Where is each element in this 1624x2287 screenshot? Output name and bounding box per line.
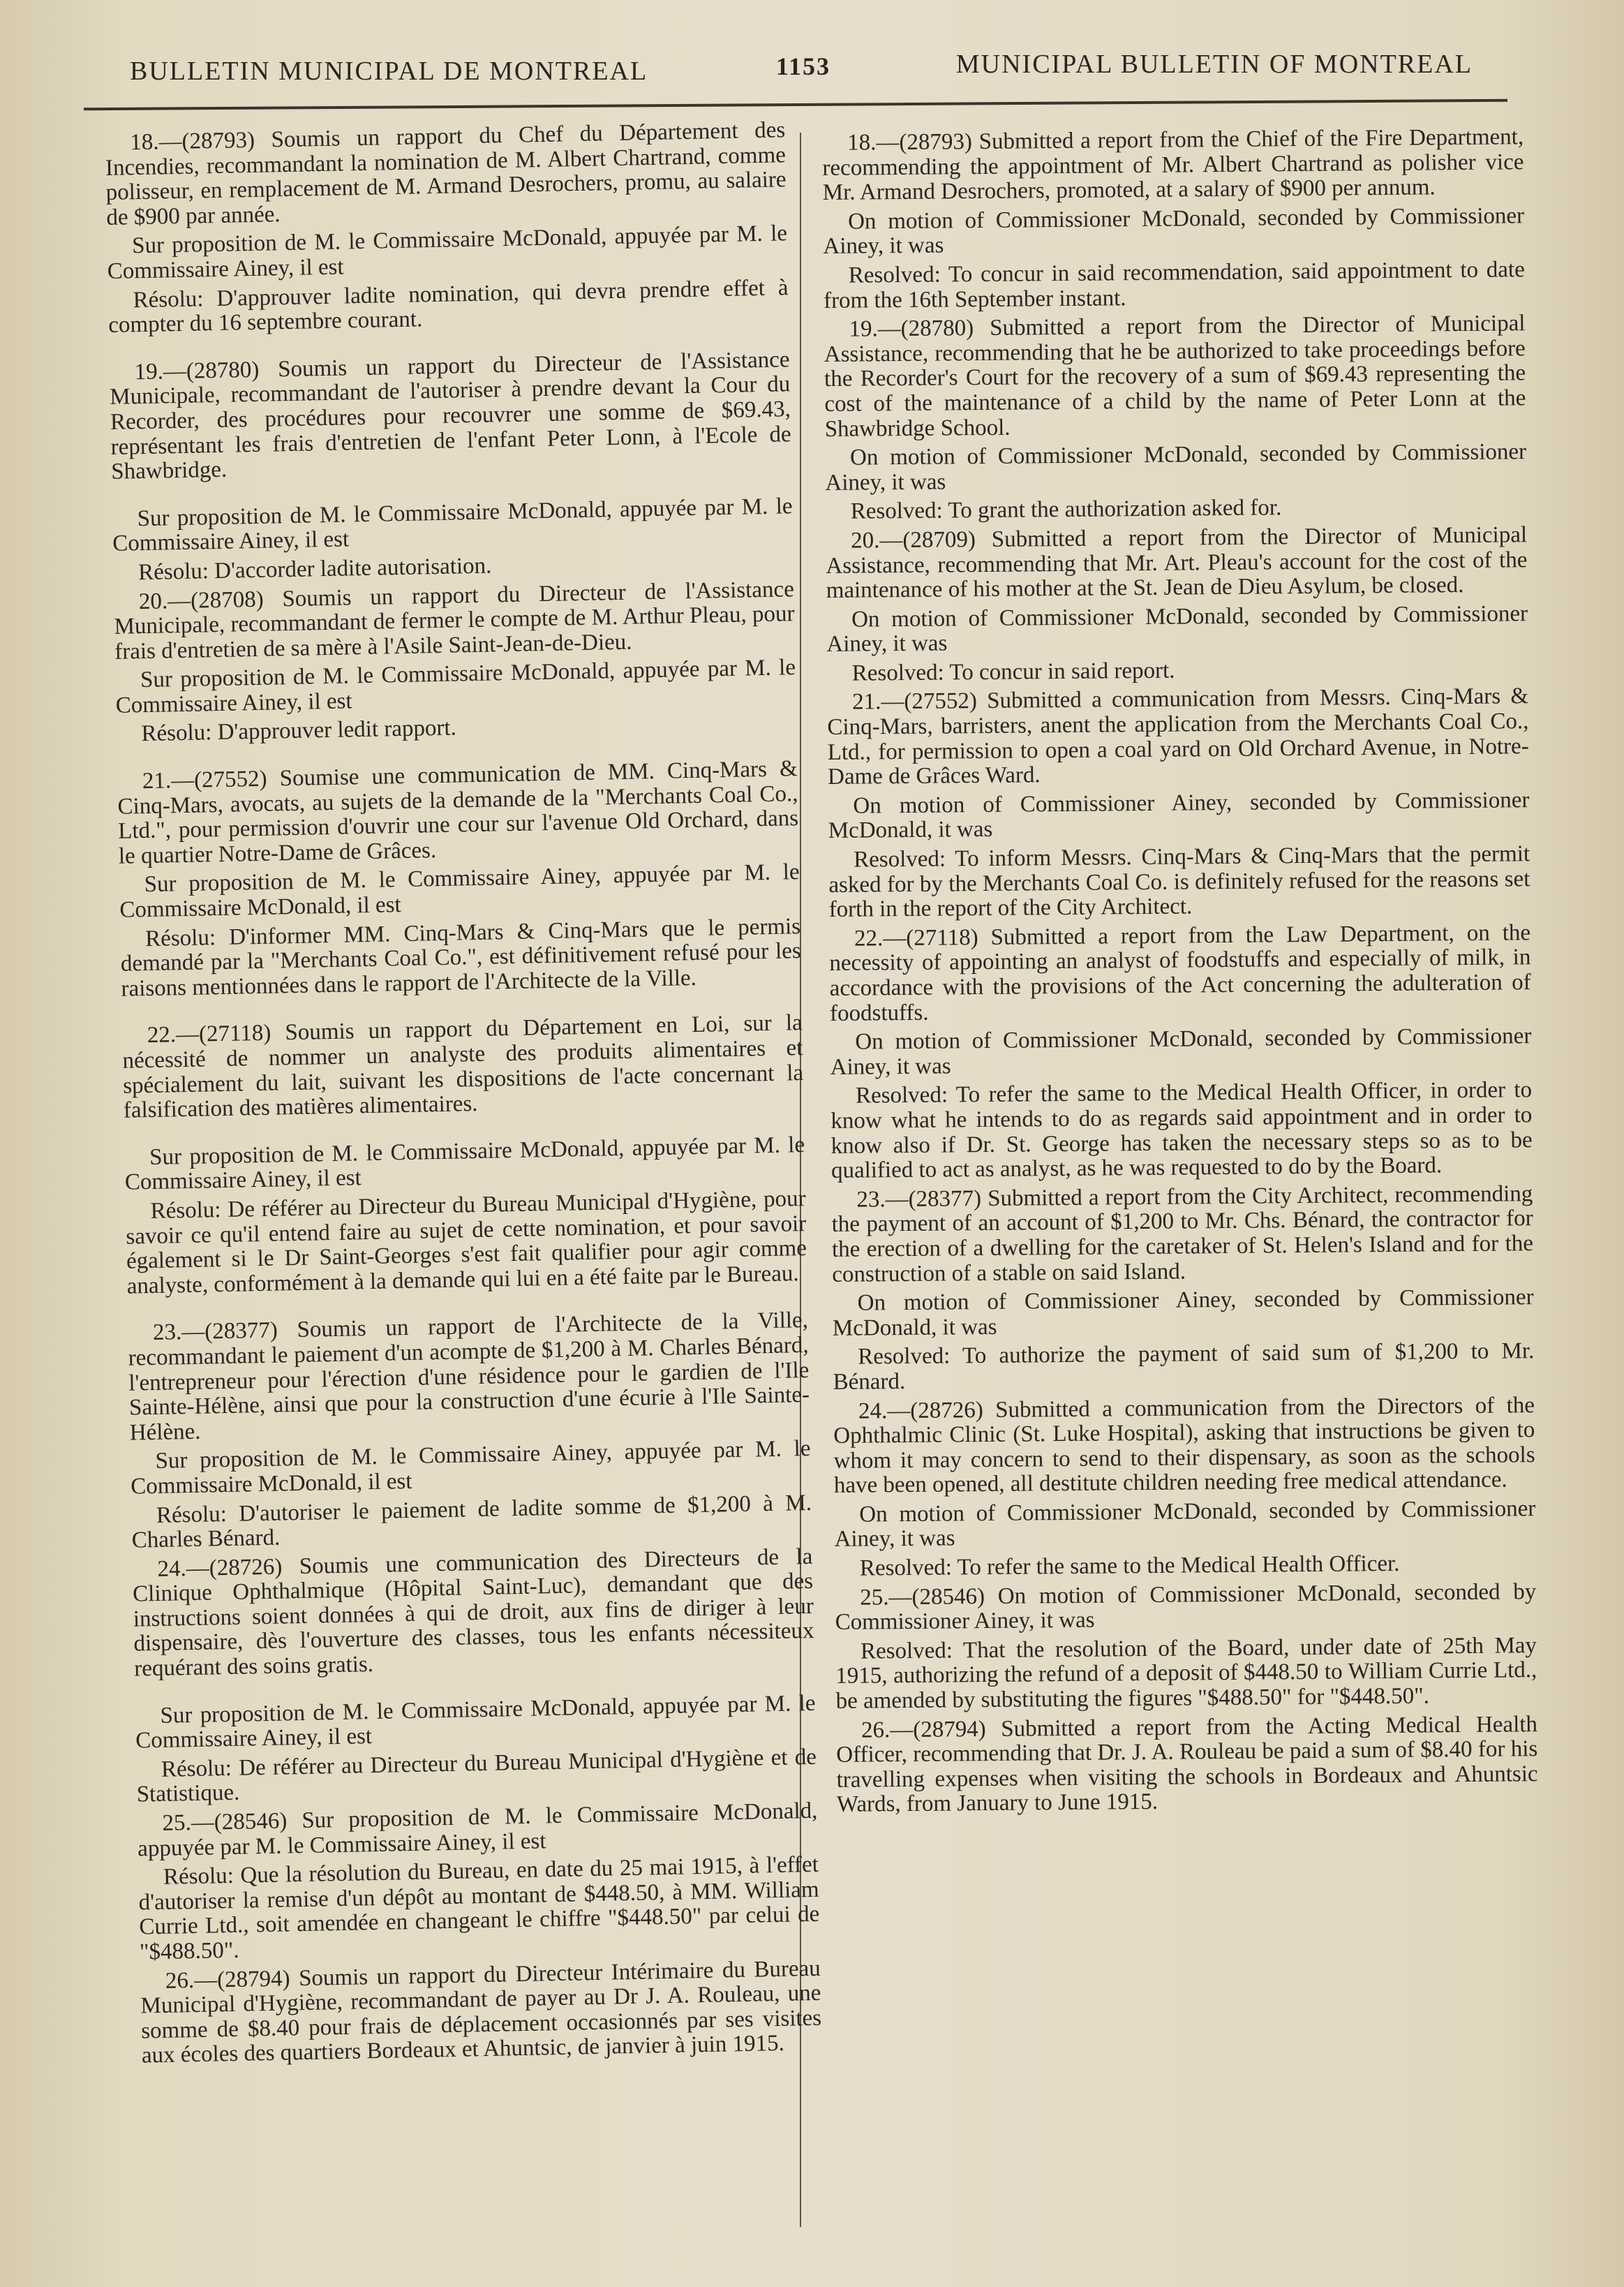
paragraph: On motion of Commissioner Ainey, seconded by Commissioner McDonald, it was: [828, 787, 1530, 844]
paragraph: Resolved: To refer the same to the Medical Health Officer.: [859, 1550, 1400, 1581]
header-title-english: MUNICIPAL BULLETIN OF MONTREAL: [955, 50, 1473, 79]
paragraph: 20.—(28709) Submitted a report from the Director of Municipal Assistance, recommending that Mr. Art. Pleau's account for the cost of the maintenance of his mother at the St. Jean de Dieu Asylum, be closed.: [826, 522, 1528, 604]
paragraph: Sur proposition de M. le Commissaire McDonald, appuyée par M. le Commissaire Ainey, il est: [124, 1132, 805, 1196]
page-header: [105, 46, 1487, 88]
paragraph: On motion of Commissioner McDonald, seconded by Commissioner Ainey, it was: [834, 1496, 1536, 1553]
paragraph: 25.—(28546) Sur proposition de M. le Commissaire McDonald, appuyée par M. le Commissaire Ainey, il est: [137, 1798, 818, 1862]
paragraph: Resolved: That the resolution of the Board, under date of 25th May 1915, authorizing the refund of a deposit of $448.50 to William Currie Ltd., be amended by substituting the figures "$488.50" for "$448.50".: [835, 1632, 1537, 1714]
paragraph: 25.—(28546) On motion of Commissioner McDonald, seconded by Commissioner Ainey, it was: [835, 1578, 1537, 1636]
english-column: [822, 125, 1538, 1822]
paragraph: Sur proposition de M. le Commissaire McDonald, appuyée par M. le Commissaire Ainey, il est: [107, 221, 788, 284]
french-column: [105, 118, 822, 2073]
paragraph: Sur proposition de M. le Commissaire McDonald, appuyée par M. le Commissaire Ainey, il est: [112, 493, 793, 557]
paragraph: 23.—(28377) Submitted a report from the City Architect, recommending the payment of an account of $1,200 to Mr. Chs. Bénard, the contractor for the erection of a dwelling for the caretaker of St. Helen's Island and for the construction of a stable on said Island.: [831, 1180, 1534, 1287]
paragraph: Résolu: D'accorder ladite autorisation.: [137, 553, 492, 586]
paragraph: Résolu: Que la résolution du Bureau, en date du 25 mai 1915, à l'effet d'autoriser la remise d'un dépôt au montant de $448.50, à MM. William Currie Ltd., soit amendée en changeant le chiffre "$448.50" par celui de "$488.50".: [138, 1852, 820, 1965]
paragraph: 24.—(28726) Submitted a communication from the Directors of the Ophthalmic Clinic (St. Luke Hospital), asking that instructions be given to whom it may concern to send to their dispensary, as soon as the schools have been opened, all destitute children needing free medical attendance.: [833, 1392, 1535, 1499]
paragraph: 19.—(28780) Soumis un rapport du Directeur de l'Assistance Municipale, recommandant de l'autoriser à prendre devant la Cour du Recorder, des procédures pour recouvrer une somme de $69.43, représentant les frais d'entretien de l'enfant Peter Lonn, à l'Ecole de Shawbridge.: [109, 346, 791, 485]
paragraph: 22.—(27118) Submitted a report from the Law Department, on the necessity of appointing an analyst of foodstuffs and especially of milk, in accordance with the provisions of the Act concerning the adulteration of foodstuffs.: [829, 919, 1531, 1026]
paragraph: Resolved: To authorize the payment of said sum of $1,200 to Mr. Bénard.: [833, 1338, 1535, 1395]
paragraph: 18.—(28793) Submitted a report from the Chief of the Fire Department, recommending the appointment of Mr. Albert Chartrand as polisher vice Mr. Armand Desrochers, promoted, at a salary of $900 per annum.: [822, 124, 1524, 206]
paragraph: On motion of Commissioner McDonald, seconded by Commissioner Ainey, it was: [823, 203, 1525, 260]
paragraph: Résolu: D'approuver ladite nomination, qui devra prendre effet à compter du 16 septembre courant.: [107, 274, 789, 339]
paragraph: Résolu: D'informer MM. Cinq-Mars & Cinq-Mars que le permis demandé par la "Merchants Coal Co.", est définitivement refusé pour les raisons mentionnées dans le rapport de l'Architecte de la Ville.: [120, 913, 802, 1002]
paragraph: 19.—(28780) Submitted a report from the Director of Municipal Assistance, recommending that he be authorized to take proceedings before the Recorder's Court for the recovery of a sum of $69.43 representing the cost of the maintenance of a child by the name of Peter Lonn at the Shawbridge School.: [824, 311, 1526, 442]
paragraph: 26.—(28794) Soumis un rapport du Directeur Intérimaire du Bureau Municipal d'Hygiène, recommandant de payer au Dr J. A. Rouleau, une somme de $8.40 pour frais de déplacement occasionnés par ses visites aux écoles des quartiers Bordeaux et Ahuntsic, de janvier à juin 1915.: [140, 1955, 822, 2068]
paragraph: 24.—(28726) Soumis une communication des Directeurs de la Clinique Ophthalmique (Hôpital Saint-Luc), demandant que des instructions soient données à qui de droit, aux fins de diriger à leur dispensaire, dès l'ouverture des classes, tous les enfants nécessiteux requérant des soins gratis.: [132, 1544, 814, 1682]
paragraph: 21.—(27552) Soumise une communication de MM. Cinq-Mars & Cinq-Mars, avocats, au sujets de la demande de la "Merchants Coal Co., Ltd.", pour permission d'ouvrir une cour sur l'avenue Old Orchard, dans le quartier Notre-Dame de Grâces.: [117, 756, 799, 869]
paragraph: Resolved: To concur in said report.: [851, 658, 1175, 686]
paragraph: Sur proposition de M. le Commissaire McDonald, appuyée par M. le Commissaire Ainey, il est: [115, 655, 796, 718]
paragraph: Résolu: De référer au Directeur du Bureau Municipal d'Hygiène et de Statistique.: [136, 1744, 817, 1807]
page-number: 1153: [776, 52, 831, 80]
paragraph: On motion of Commissioner McDonald, seconded by Commissioner Ainey, it was: [830, 1023, 1532, 1080]
paragraph: Sur proposition de M. le Commissaire Ainey, appuyée par M. le Commissaire McDonald, il est: [130, 1436, 811, 1500]
header-rule: [84, 99, 1507, 110]
paragraph: Résolu: D'approuver ledit rapport.: [141, 715, 457, 747]
paragraph: On motion of Commissioner McDonald, seconded by Commissioner Ainey, it was: [825, 439, 1527, 496]
paragraph: 18.—(28793) Soumis un rapport du Chef du Département des Incendies, recommandant la nomination de M. Albert Chartrand, comme polisseur, en remplacement de M. Armand Desrochers, promu, au salaire de $900 par année.: [105, 117, 787, 230]
paragraph: Sur proposition de M. le Commissaire McDonald, appuyée par M. le Commissaire Ainey, il est: [135, 1690, 816, 1754]
header-title-french: BULLETIN MUNICIPAL DE MONTREAL: [130, 57, 648, 86]
paragraph: Resolved: To concur in said recommendation, said appointment to date from the 16th September instant.: [823, 257, 1525, 313]
paragraph: Resolved: To inform Messrs. Cinq-Mars & Cinq-Mars that the permit asked for by the Merchants Coal Co. is definitely refused for the reasons set forth in the report of the City Architect.: [828, 841, 1530, 923]
paragraph: 20.—(28708) Soumis un rapport du Directeur de l'Assistance Municipale, recommandant de fermer le compte de M. Arthur Pleau, pour frais d'entretien de sa mère à l'Asile Saint-Jean-de-Dieu.: [114, 576, 795, 665]
paragraph: Résolu: De référer au Directeur du Bureau Municipal d'Hygiène, pour savoir ce qu'il entend faire au sujet de cette nomination, et pour savoir également si le Dr Saint-Georges s'est fait qualifier pour agir comme analyste, conformément à la demande qui lui en a été faite par le Bureau.: [126, 1185, 807, 1299]
paragraph: 23.—(28377) Soumis un rapport de l'Architecte de la Ville, recommandant le paiement d'un acompte de $1,200 à M. Charles Bénard, l'entrepreneur pour l'érection d'une résidence pour le gardien de l'Ile Sainte-Hélène, ainsi que pour la construction d'une écurie à l'Ile Sainte-Hélène.: [128, 1308, 810, 1446]
paragraph: On motion of Commissioner Ainey, seconded by Commissioner McDonald, it was: [832, 1285, 1534, 1341]
paragraph: Sur proposition de M. le Commissaire Ainey, appuyée par M. le Commissaire McDonald, il est: [119, 859, 800, 923]
paragraph: Resolved: To grant the authorization asked for.: [850, 495, 1282, 524]
paragraph: 21.—(27552) Submitted a communication from Messrs. Cinq-Mars & Cinq-Mars, barristers, anent the application from the Merchants Coal Co., Ltd., for permission to open a coal yard on Old Orchard Avenue, in Notre-Dame de Grâces Ward.: [827, 683, 1529, 790]
paragraph: 22.—(27118) Soumis un rapport du Département en Loi, sur la nécessité de nommer un analyste des produits alimentaires et spécialement du lait, suivant les dispositions de l'acte concernant la falsification des matières alimentaires.: [122, 1010, 804, 1123]
paragraph: Resolved: To refer the same to the Medical Health Officer, in order to know what he intends to do as regards said appointment and in order to know also if Dr. St. George has taken the necessary steps so as to be qualified to act as analyst, as he was requested to do by the Board.: [830, 1077, 1533, 1184]
paragraph: On motion of Commissioner McDonald, seconded by Commissioner Ainey, it was: [826, 600, 1528, 658]
paragraph: Résolu: D'autoriser le paiement de ladite somme de $1,200 à M. Charles Bénard.: [131, 1490, 812, 1553]
paragraph: 26.—(28794) Submitted a report from the Acting Medical Health Officer, recommending that Dr. J. A. Rouleau be paid a sum of $8.40 for his travelling expenses when visiting the schools in Bordeaux and Ahuntsic Wards, from January to June 1915.: [836, 1711, 1538, 1818]
